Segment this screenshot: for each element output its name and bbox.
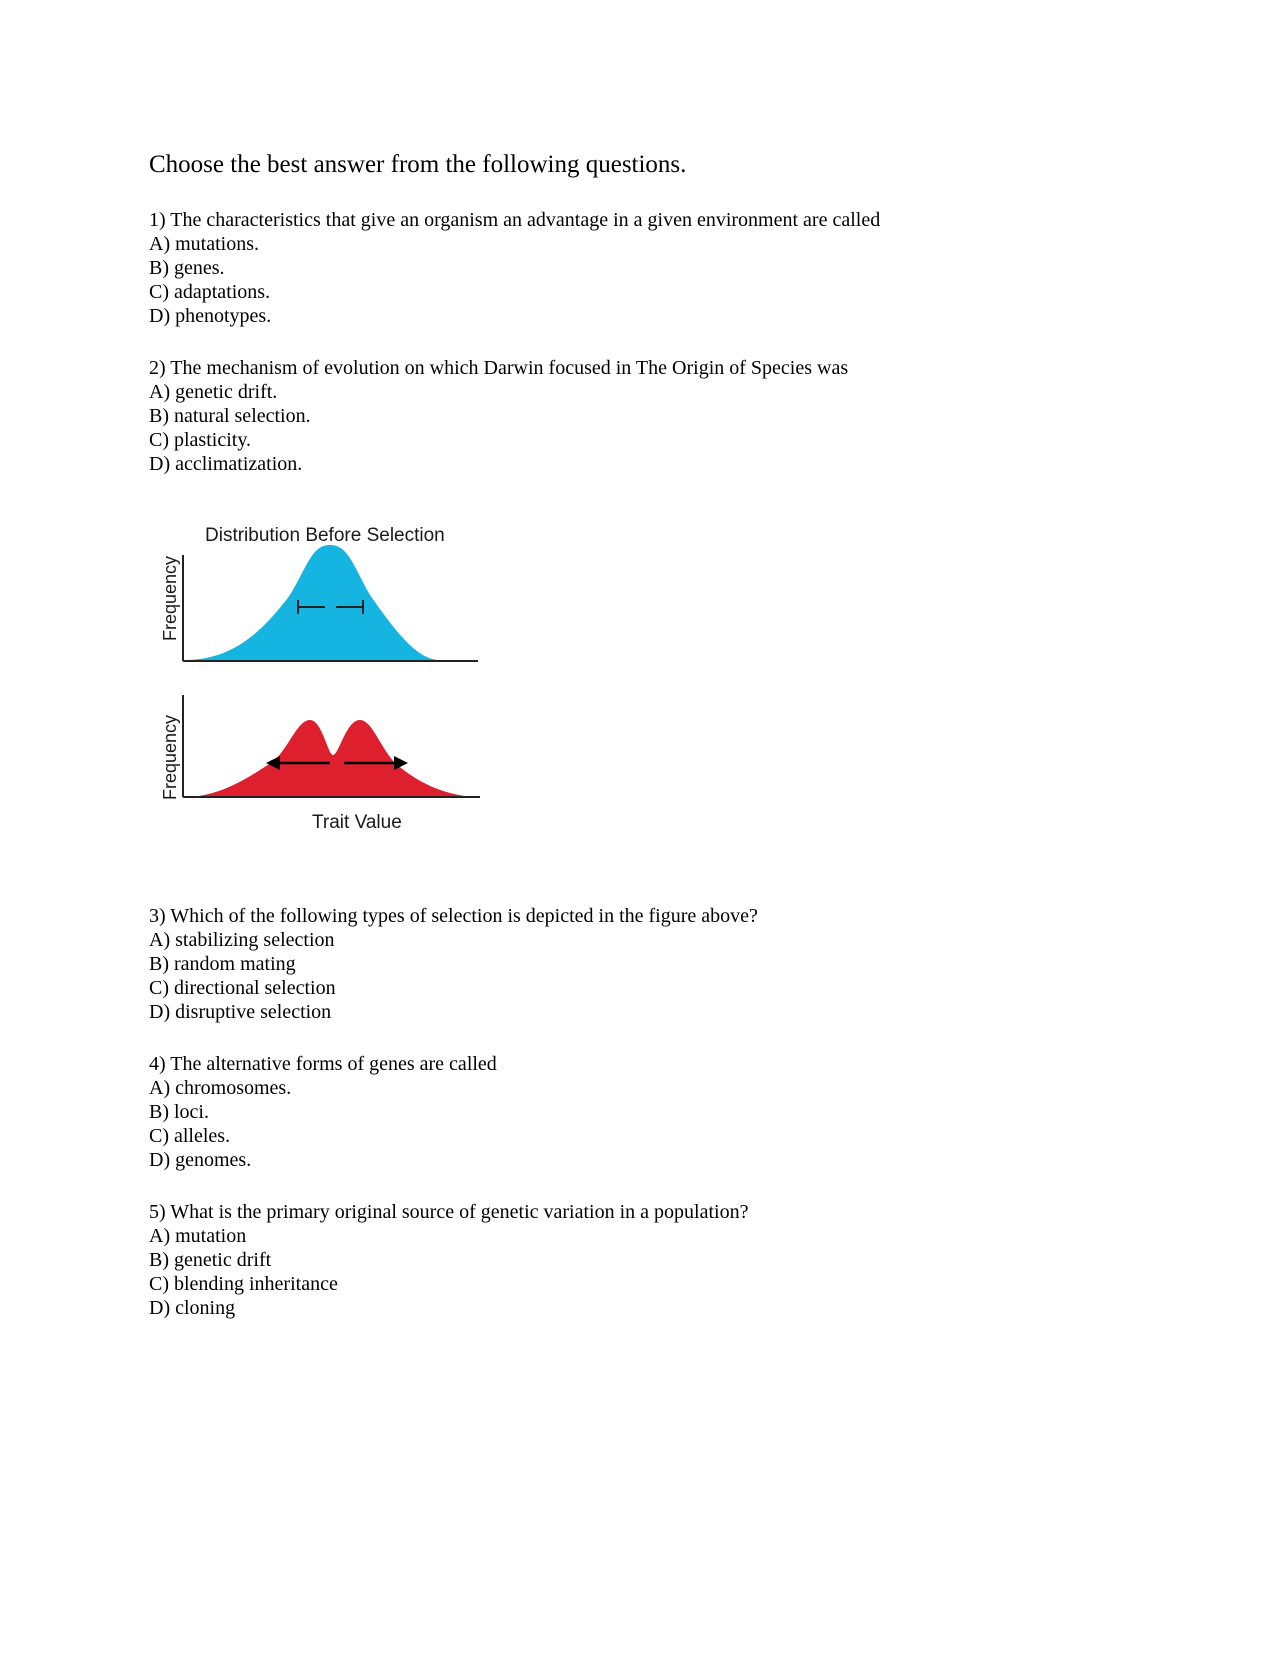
figure-title: Distribution Before Selection bbox=[205, 525, 445, 546]
question-4 bbox=[149, 1052, 497, 1172]
x-axis-label: Trait Value bbox=[312, 812, 402, 833]
answer-option-d: D) acclimatization. bbox=[149, 453, 303, 475]
answer-option-d: D) genomes. bbox=[149, 1149, 252, 1171]
question-text: 2) The mechanism of evolution on which Darwin focused in The Origin of Species was bbox=[149, 357, 849, 379]
answer-option-b: B) genetic drift bbox=[149, 1249, 272, 1271]
question-2 bbox=[149, 356, 848, 476]
answer-option-c: C) blending inheritance bbox=[149, 1273, 338, 1295]
question-1 bbox=[149, 208, 880, 328]
y-axis-label-top: Frequency bbox=[160, 555, 180, 641]
question-text: 3) Which of the following types of selection is depicted in the figure above? bbox=[149, 905, 758, 927]
answer-option-b: B) random mating bbox=[149, 953, 296, 975]
page-title: Choose the best answer from the following questions. bbox=[149, 151, 687, 178]
answer-option-b: B) genes. bbox=[149, 257, 225, 279]
distribution-graphs bbox=[150, 515, 490, 835]
answer-option-c: C) adaptations. bbox=[149, 281, 271, 303]
y-axis-label-bottom: Frequency bbox=[160, 714, 180, 800]
answer-option-a: A) chromosomes. bbox=[149, 1077, 292, 1099]
question-3 bbox=[149, 904, 758, 1024]
question-5 bbox=[149, 1200, 748, 1320]
question-text: 5) What is the primary original source of genetic variation in a population? bbox=[149, 1201, 749, 1223]
before-selection-curve bbox=[185, 545, 440, 660]
answer-option-c: C) plasticity. bbox=[149, 429, 252, 451]
answer-option-c: C) alleles. bbox=[149, 1125, 231, 1147]
answer-option-d: D) phenotypes. bbox=[149, 305, 272, 327]
answer-option-a: A) mutation bbox=[149, 1225, 247, 1247]
answer-option-a: A) genetic drift. bbox=[149, 381, 278, 403]
answer-option-d: D) disruptive selection bbox=[149, 1001, 332, 1023]
after-selection-curve bbox=[185, 720, 480, 797]
selection-distribution-figure bbox=[150, 515, 490, 835]
question-text: 1) The characteristics that give an organism an advantage in a given environment are called bbox=[149, 209, 881, 231]
answer-option-a: A) stabilizing selection bbox=[149, 929, 335, 951]
question-text: 4) The alternative forms of genes are called bbox=[149, 1053, 497, 1075]
answer-option-b: B) loci. bbox=[149, 1101, 209, 1123]
answer-option-d: D) cloning bbox=[149, 1297, 236, 1319]
answer-option-a: A) mutations. bbox=[149, 233, 259, 255]
answer-option-b: B) natural selection. bbox=[149, 405, 311, 427]
answer-option-c: C) directional selection bbox=[149, 977, 336, 999]
